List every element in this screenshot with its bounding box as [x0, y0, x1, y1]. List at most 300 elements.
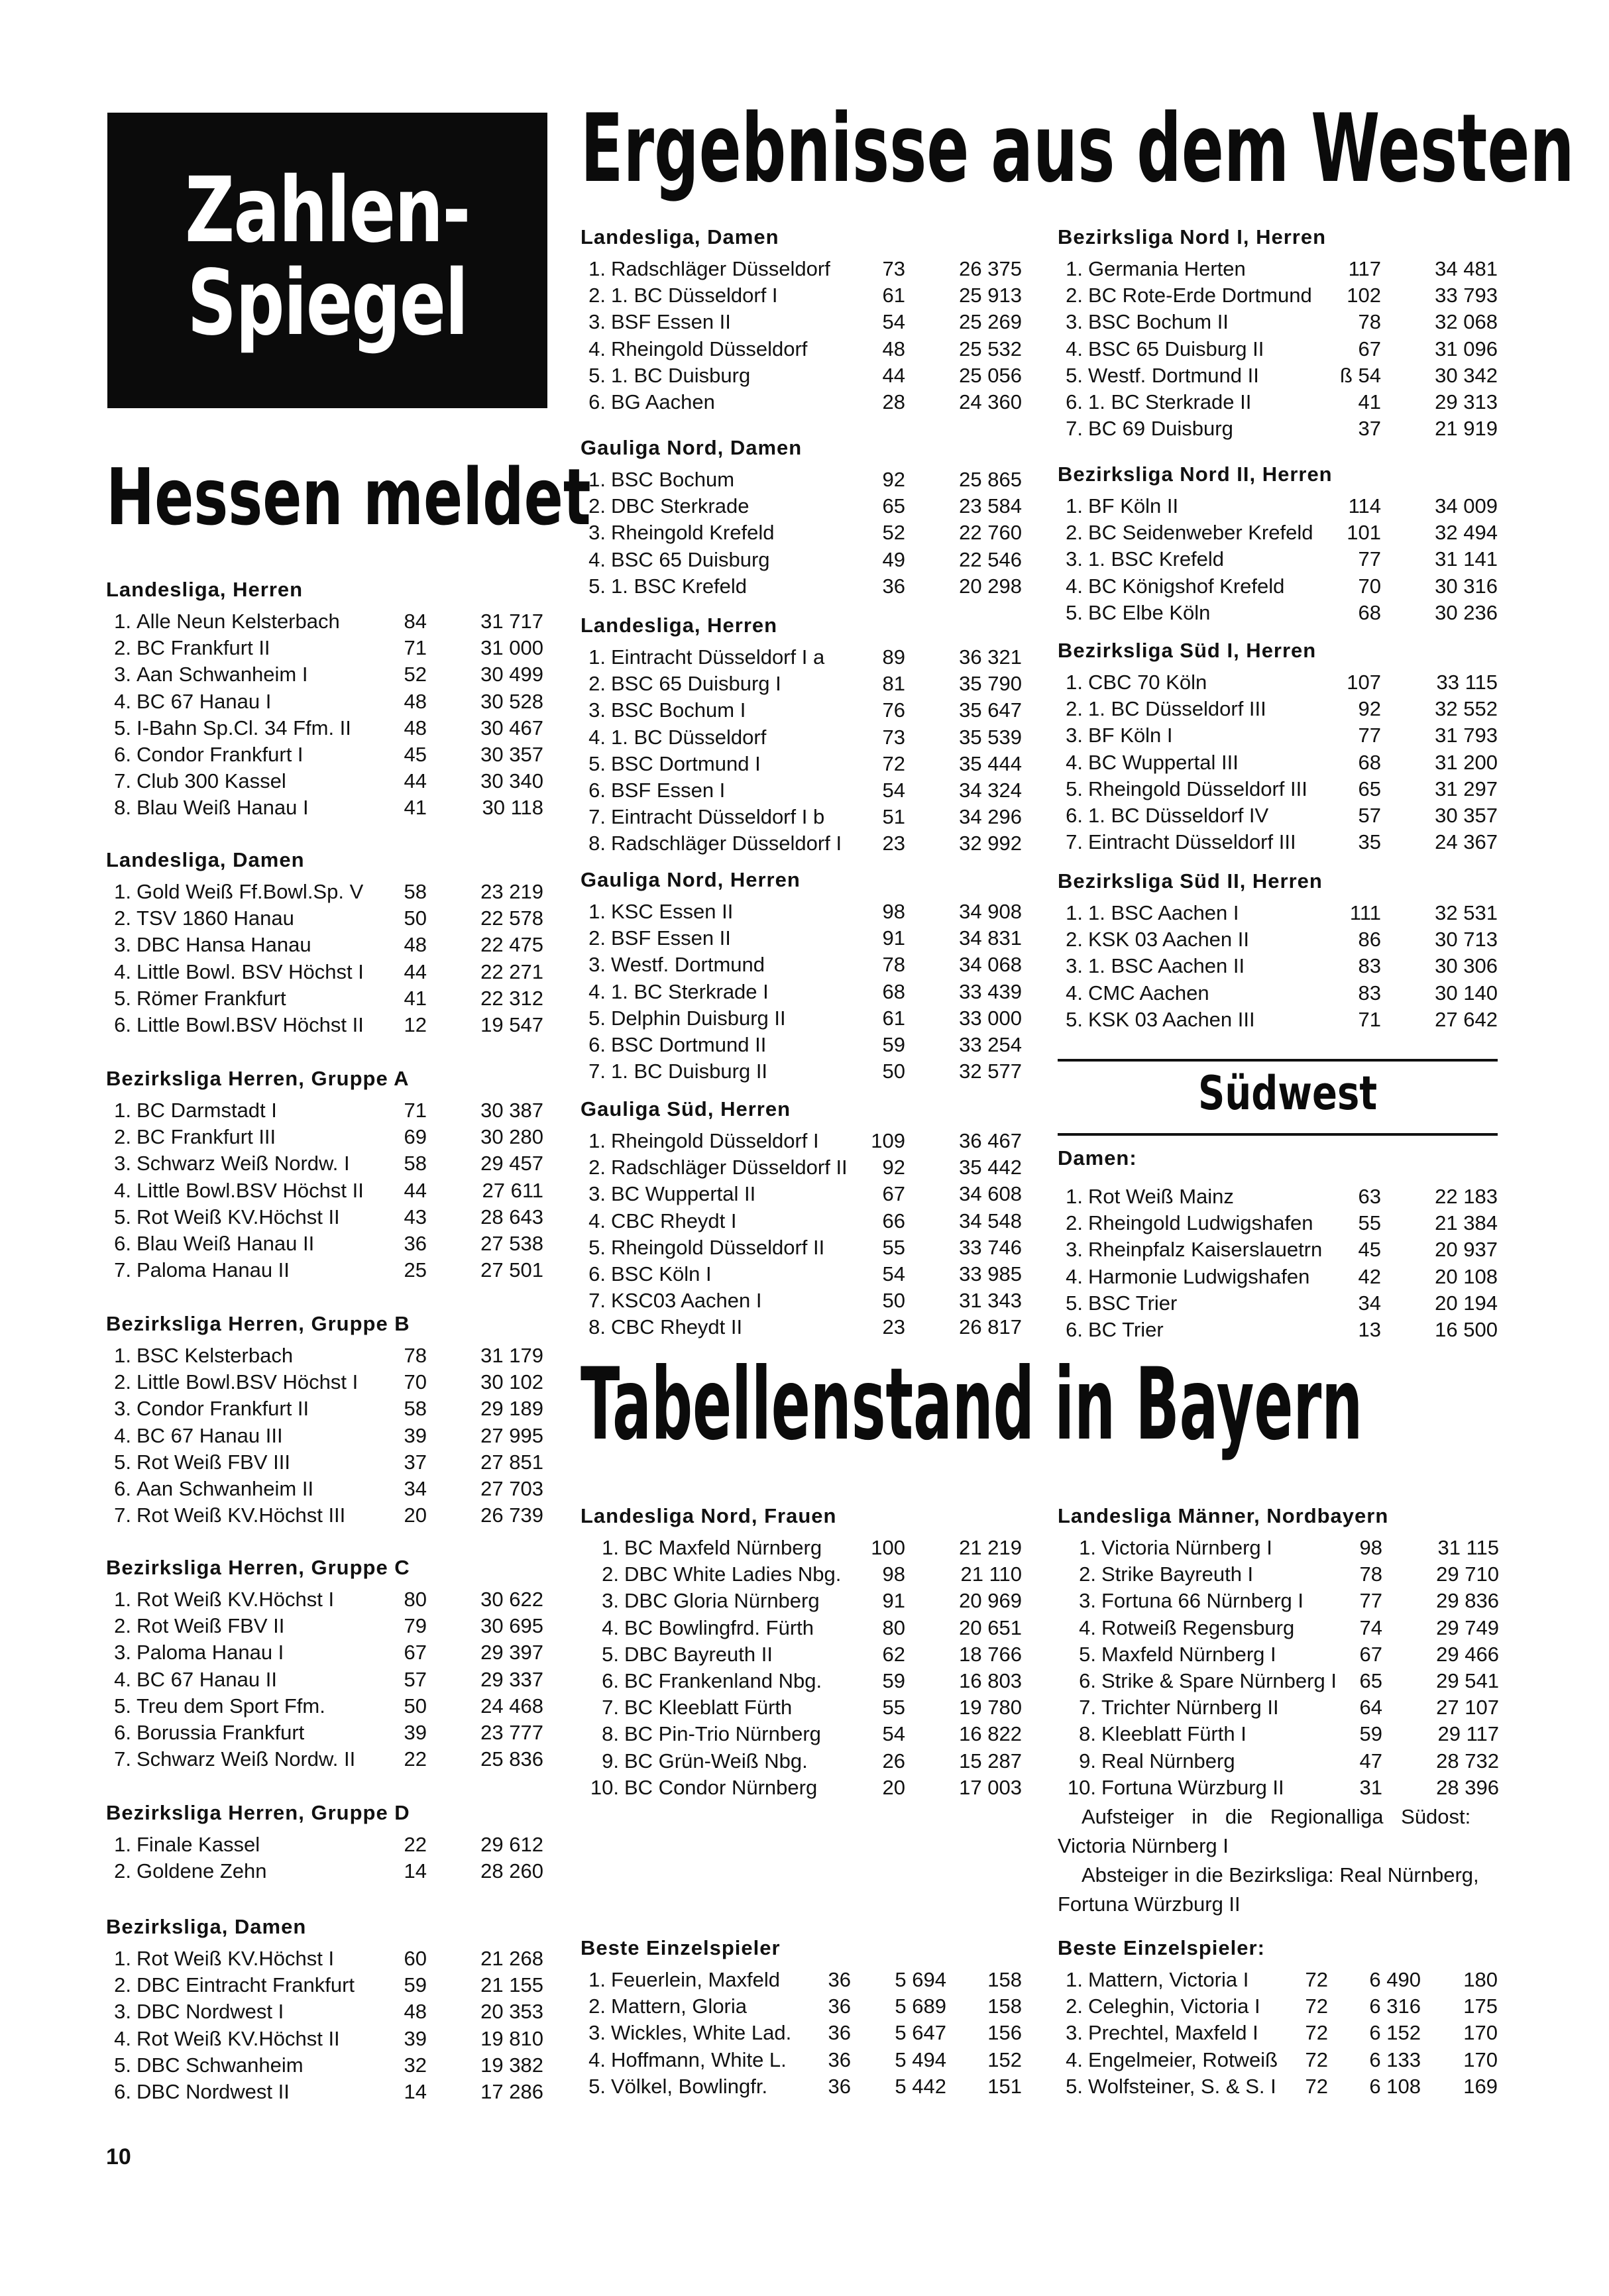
cell-points: 77 [1358, 724, 1381, 747]
cell-rank: 1. [588, 900, 606, 923]
table-row [1058, 336, 1500, 362]
cell-rank: 1. [114, 610, 131, 633]
table-rows [581, 644, 1031, 857]
table-row [106, 1257, 551, 1284]
cell-rank: 2. [114, 636, 131, 660]
cell-team: 1. BC Düsseldorf I [611, 284, 778, 307]
cell-team: Blau Weiß Hanau II [137, 1231, 315, 1255]
cell-team: KSK 03 Aachen III [1088, 1007, 1255, 1031]
cell-rank: 4. [1066, 981, 1083, 1005]
cell-pins: 20 298 [959, 574, 1022, 598]
cell-team: BSC Bochum II [1088, 310, 1229, 334]
cell-points: 54 [882, 778, 905, 802]
table-row [106, 1395, 551, 1422]
cell-points: 51 [882, 805, 905, 829]
cell-points: 72 [1305, 2074, 1328, 2098]
cell-pins: 30 306 [1435, 954, 1498, 978]
cell-rank: 6. [602, 1668, 619, 1692]
cell-team: DBC Schwanheim [137, 2053, 304, 2077]
cell-team: BC Pin-Trio Nürnberg [624, 1722, 821, 1746]
cell-points: 54 [882, 1722, 905, 1746]
cell-rank: 2. [114, 1859, 131, 1883]
table-row [1058, 980, 1500, 1007]
cell-team: Strike & Spare Nürnberg I [1101, 1668, 1337, 1692]
table-row [106, 1693, 551, 1720]
cell-rank: 6. [114, 1012, 131, 1036]
table-row [1058, 696, 1500, 722]
cell-pins: 31 793 [1435, 724, 1498, 747]
cell-points: 59 [1359, 1722, 1382, 1746]
table-row [1058, 829, 1500, 855]
table-row [581, 282, 1031, 309]
cell-team: KSC03 Aachen I [611, 1289, 762, 1313]
cell-team: Eintracht Düsseldorf I a [611, 645, 825, 669]
cell-rank: 1. [602, 1536, 619, 1559]
cell-pins: 31 343 [959, 1289, 1022, 1313]
cell-rank: 4. [1066, 337, 1083, 360]
cell-team: Delphin Duisburg II [611, 1006, 786, 1030]
cell-team: BC 67 Hanau II [137, 1667, 277, 1691]
cell-points: 80 [882, 1615, 905, 1639]
cell-pins: 20 194 [1435, 1291, 1498, 1315]
cell-team: Fortuna 66 Nürnberg I [1101, 1589, 1304, 1613]
cell-pins: 16 822 [959, 1722, 1022, 1746]
cell-rank: 3. [588, 953, 606, 977]
cell-rank: 2. [114, 1973, 131, 1997]
table-title: Gauliga Nord, Damen [581, 436, 803, 459]
cell-pins: 19 382 [480, 2053, 543, 2077]
cell-points: 48 [404, 933, 427, 957]
table-title: Bezirksliga Nord I, Herren [1058, 225, 1327, 248]
table-row [581, 1694, 1031, 1721]
table-row [581, 1128, 1031, 1154]
cell-points: 69 [404, 1125, 427, 1149]
cell-team: Rotweiß Regensburg [1101, 1615, 1295, 1639]
cell-team: BSF Essen II [611, 926, 731, 950]
cell-team: Aan Schwanheim I [137, 663, 308, 686]
cell-points: 47 [1359, 1749, 1382, 1773]
cell-rank: 1. [588, 645, 606, 669]
cell-team: Celeghin, Victoria I [1088, 1995, 1260, 2018]
table-row [581, 804, 1031, 830]
cell-rank: 2. [588, 1156, 606, 1179]
cell-team: DBC Nordwest I [137, 2000, 284, 2024]
table-row [1058, 776, 1500, 802]
cell-points: 44 [882, 363, 905, 387]
table-row [1058, 546, 1500, 573]
table-rows [581, 1967, 1031, 2100]
cell-team: Victoria Nürnberg I [1101, 1536, 1272, 1559]
cell-pins: 30 713 [1435, 928, 1498, 952]
cell-team: Goldene Zehn [137, 1859, 267, 1883]
cell-rank: 1. [1079, 1536, 1096, 1559]
cell-pins: 21 110 [960, 1562, 1022, 1586]
cell-points: 57 [1358, 803, 1381, 827]
cell-points: 44 [404, 1178, 427, 1202]
cell-points: 62 [882, 1642, 905, 1666]
cell-pins: 21 219 [959, 1536, 1022, 1559]
table-row [1058, 953, 1500, 979]
cell-team: BC Frankfurt II [137, 636, 270, 660]
cell-average: 180 [1463, 1968, 1498, 1991]
table-row [581, 1234, 1031, 1261]
cell-pins: 19 810 [480, 2026, 543, 2050]
table-row [106, 1423, 551, 1449]
table-title: Beste Einzelspieler [581, 1936, 781, 1959]
cell-pins: 15 287 [959, 1749, 1022, 1773]
cell-rank: 5. [114, 1205, 131, 1229]
table-row [581, 1314, 1031, 1340]
cell-points: ß 54 [1339, 363, 1381, 387]
cell-pins: 33 985 [959, 1262, 1022, 1285]
cell-points: 65 [882, 494, 905, 518]
cell-team: Blau Weiß Hanau I [137, 796, 309, 820]
table-row [1058, 493, 1500, 519]
cell-pins: 20 651 [959, 1615, 1022, 1639]
cell-points: 61 [882, 1006, 905, 1030]
cell-pins: 24 360 [959, 390, 1022, 413]
table-row [581, 1993, 1031, 2020]
cell-rank: 3. [1066, 547, 1083, 571]
cell-points: 54 [882, 1262, 905, 1285]
cell-rank: 5. [588, 574, 606, 598]
table-row [581, 1287, 1031, 1314]
cell-pins: 34 608 [959, 1182, 1022, 1206]
table-row [1058, 669, 1500, 696]
cell-team: CMC Aachen [1088, 981, 1209, 1005]
table-row [106, 959, 551, 985]
cell-team: Engelmeier, Rotweiß [1088, 2048, 1278, 2071]
table-row [581, 979, 1031, 1005]
cell-team: Radschläger Düsseldorf [611, 257, 830, 280]
cell-team: CBC 70 Köln [1088, 671, 1207, 694]
table-row [106, 715, 551, 741]
cell-team: DBC Sterkrade [611, 494, 749, 518]
cell-pins: 27 995 [480, 1423, 543, 1447]
cell-pins: 29 117 [1437, 1722, 1499, 1746]
cell-pins: 29 466 [1436, 1642, 1499, 1666]
cell-rank: 5. [588, 1235, 606, 1259]
cell-rank: 4. [114, 959, 131, 983]
cell-pins: 31 717 [480, 610, 543, 633]
cell-team: BSC Kelsterbach [137, 1344, 294, 1367]
table-row [106, 1177, 551, 1204]
cell-points: 41 [404, 986, 427, 1010]
cell-rank: 1. [588, 468, 606, 491]
cell-team: BSC 65 Duisburg [611, 547, 770, 571]
cell-pins: 31 096 [1435, 337, 1498, 360]
cell-points: 50 [404, 906, 427, 930]
cell-points: 101 [1347, 521, 1381, 545]
cell-rank: 5. [114, 986, 131, 1010]
cell-pins: 29 189 [480, 1397, 543, 1421]
cell-points: 54 [882, 310, 905, 334]
cell-points: 50 [404, 1694, 427, 1718]
cell-pins: 33 793 [1435, 284, 1498, 307]
cell-points: 117 [1348, 257, 1381, 280]
cell-points: 98 [1359, 1536, 1382, 1559]
table-row [581, 336, 1031, 362]
cell-pins: 30 140 [1435, 981, 1498, 1005]
cell-rank: 2. [114, 1614, 131, 1638]
cell-rank: 2. [1079, 1562, 1096, 1586]
table-row [106, 1998, 551, 2025]
table-row [581, 751, 1031, 777]
table-row [1058, 389, 1500, 415]
cell-team: BF Köln I [1088, 724, 1173, 747]
cell-rank: 4. [1066, 750, 1083, 774]
cell-pins: 32 552 [1435, 697, 1498, 721]
cell-team: Treu dem Sport Ffm. [137, 1694, 325, 1718]
table-title: Landesliga, Herren [106, 578, 304, 601]
cell-average: 170 [1463, 2048, 1498, 2071]
cell-rank: 5. [114, 2053, 131, 2077]
cell-rank: 6. [588, 778, 606, 802]
table-row [581, 1535, 1031, 1561]
cell-pins: 25 269 [959, 310, 1022, 334]
cell-points: 57 [404, 1667, 427, 1691]
table-rows [1058, 669, 1500, 855]
cell-points: 36 [882, 574, 905, 598]
cell-points: 91 [882, 926, 905, 950]
table-row [1058, 1317, 1500, 1343]
cell-rank: 2. [1066, 284, 1083, 307]
cell-rank: 1. [588, 1129, 606, 1152]
cell-rank: 6. [114, 1720, 131, 1744]
cell-rank: 4. [588, 547, 606, 571]
cell-points: 34 [1358, 1291, 1381, 1315]
table-row [106, 1342, 551, 1369]
cell-pins: 23 219 [480, 880, 543, 903]
cell-rank: 4. [602, 1615, 619, 1639]
cell-team: Mattern, Gloria [611, 1995, 748, 2018]
table-row [106, 1476, 551, 1502]
cell-points: 67 [1359, 1642, 1382, 1666]
cell-pins: 30 528 [480, 689, 543, 713]
table-rows [1058, 900, 1500, 1033]
cell-rank: 4. [588, 1209, 606, 1232]
table-row [106, 1097, 551, 1124]
table-row [106, 1586, 551, 1613]
cell-points: 45 [404, 742, 427, 766]
cell-pins: 29 710 [1436, 1562, 1499, 1586]
table-row [106, 1230, 551, 1257]
cell-points: 68 [1358, 600, 1381, 624]
table-row [106, 688, 551, 715]
table-row [1058, 309, 1500, 335]
cell-team: Feuerlein, Maxfeld [611, 1968, 781, 1991]
table-row [106, 794, 551, 821]
cell-team: Kleeblatt Fürth I [1101, 1722, 1247, 1746]
cell-pins: 34 296 [959, 805, 1022, 829]
cell-team: Radschläger Düsseldorf II [611, 1156, 848, 1179]
cell-rank: 3. [1079, 1589, 1096, 1613]
cell-team: BSC 65 Duisburg II [1088, 337, 1264, 360]
hessen-headline: Hessen meldet [106, 451, 591, 543]
cell-points: 68 [882, 979, 905, 1003]
table-row [1058, 802, 1500, 829]
cell-rank: 2. [588, 926, 606, 950]
cell-pins: 30 102 [480, 1370, 543, 1394]
table-row [1058, 1290, 1500, 1317]
table-row [1058, 1967, 1500, 1993]
cell-pins: 30 387 [480, 1099, 543, 1122]
cell-points: 22 [404, 1833, 427, 1856]
table-row [1058, 1615, 1500, 1641]
cell-team: BSF Essen I [611, 778, 726, 802]
cell-rank: 2. [1066, 1995, 1083, 2018]
table-row [1058, 1775, 1500, 1801]
cell-team: Little Bowl.BSV Höchst II [137, 1178, 364, 1202]
table-row [106, 932, 551, 958]
cell-team: KSK 03 Aachen II [1088, 928, 1250, 952]
table-row [581, 309, 1031, 335]
cell-points: 102 [1347, 284, 1381, 307]
cell-pins: 27 501 [480, 1258, 543, 1282]
table-row [581, 1154, 1031, 1181]
table-rows [106, 1831, 551, 1885]
cell-team: 1. BSC Aachen I [1088, 901, 1239, 924]
cell-pins: 17 003 [959, 1775, 1022, 1799]
cell-points: 84 [404, 610, 427, 633]
cell-points: 92 [882, 1156, 905, 1179]
cell-points: 77 [1358, 547, 1381, 571]
cell-rank: 4. [1066, 2048, 1083, 2071]
cell-team: BSC Köln I [611, 1262, 712, 1285]
cell-pins: 18 766 [959, 1642, 1022, 1666]
cell-rank: 6. [588, 1032, 606, 1056]
cell-points: 100 [871, 1536, 905, 1559]
table-title: Gauliga Nord, Herren [581, 868, 801, 891]
table-rows [106, 1586, 551, 1773]
table-row [106, 1720, 551, 1746]
cell-pins: 19 780 [959, 1696, 1022, 1720]
cell-points: 48 [404, 689, 427, 713]
table-row [106, 635, 551, 661]
table-row [1058, 1535, 1500, 1561]
cell-points: 43 [404, 1205, 427, 1229]
cell-points: 91 [882, 1589, 905, 1613]
cell-pins: 28 396 [1436, 1775, 1499, 1799]
cell-points: 114 [1348, 494, 1381, 518]
cell-pins: 31 297 [1435, 777, 1498, 800]
table-row [581, 2047, 1031, 2073]
cell-team: Trichter Nürnberg II [1101, 1696, 1279, 1720]
cell-points: 71 [404, 636, 427, 660]
cell-rank: 2. [1066, 521, 1083, 545]
cell-pins: 36 467 [959, 1129, 1022, 1152]
cell-team: Finale Kassel [137, 1833, 260, 1856]
cell-pins: 30 118 [482, 796, 543, 820]
cell-team: BSC Trier [1088, 1291, 1178, 1315]
cell-team: BSC Bochum I [611, 698, 746, 722]
table-row [581, 2020, 1031, 2046]
cell-pins: 29 749 [1436, 1615, 1499, 1639]
cell-rank: 5. [114, 716, 131, 739]
cell-rank: 6. [1066, 1317, 1083, 1341]
cell-rank: 4. [114, 1667, 131, 1691]
cell-rank: 5. [1079, 1642, 1096, 1666]
cell-rank: 7. [1079, 1696, 1096, 1720]
cell-average: 156 [987, 2021, 1022, 2045]
cell-rank: 4. [1066, 574, 1083, 598]
cell-points: 81 [882, 672, 905, 696]
suedwest-headline: Südwest [1198, 1066, 1378, 1121]
table-row [581, 1005, 1031, 1032]
table-row [1058, 362, 1500, 389]
cell-points: 58 [404, 880, 427, 903]
cell-points: 48 [882, 337, 905, 360]
table-title: Landesliga, Damen [106, 848, 305, 871]
cell-points: 60 [404, 1947, 427, 1970]
cell-rank: 8. [588, 832, 606, 855]
cell-team: BSF Essen II [611, 310, 731, 334]
table-row [581, 671, 1031, 697]
cell-points: 98 [882, 1562, 905, 1586]
table-title: Bezirksliga Süd II, Herren [1058, 869, 1323, 893]
table-row [106, 1449, 551, 1476]
table-row [1058, 1993, 1500, 2020]
cell-points: 36 [828, 2048, 851, 2071]
table-row [581, 925, 1031, 952]
cell-points: 71 [1358, 1007, 1381, 1031]
table-rows [1058, 1535, 1500, 1801]
table-row [106, 608, 551, 635]
aufsteiger-line2: Victoria Nürnberg I [1058, 1834, 1229, 1857]
cell-points: 48 [404, 2000, 427, 2024]
cell-rank: 3. [114, 1397, 131, 1421]
zahlen-spiegel-box [107, 113, 547, 408]
cell-pins: 32 531 [1435, 901, 1498, 924]
cell-rank: 3. [1066, 2021, 1083, 2045]
cell-pins: 22 271 [480, 959, 543, 983]
cell-points: 36 [828, 2074, 851, 2098]
cell-pins: 28 643 [480, 1205, 543, 1229]
cell-team: Rheingold Ludwigshafen [1088, 1211, 1313, 1235]
cell-points: 77 [1359, 1589, 1382, 1613]
cell-team: BC Bowlingfrd. Fürth [624, 1615, 814, 1639]
cell-points: 25 [404, 1258, 427, 1282]
cell-pins: 25 865 [959, 468, 1022, 491]
cell-team: BC Grün-Weiß Nbg. [624, 1749, 808, 1773]
cell-team: Borussia Frankfurt [137, 1720, 305, 1744]
cell-points: 98 [882, 900, 905, 923]
cell-points: 23 [882, 1315, 905, 1339]
table-row [1058, 1721, 1500, 1747]
cell-team: Gold Weiß Ff.Bowl.Sp. V [137, 880, 364, 903]
cell-pins: 25 056 [959, 363, 1022, 387]
cell-pins: 27 611 [482, 1178, 543, 1202]
cell-pins: 30 622 [480, 1588, 543, 1611]
table-row [106, 1945, 551, 1972]
table-row [106, 1369, 551, 1395]
table-title: Gauliga Süd, Herren [581, 1097, 791, 1121]
absteiger-line2: Fortuna Würzburg II [1058, 1892, 1241, 1916]
cell-team: BC Trier [1088, 1317, 1164, 1341]
cell-pins: 32 494 [1435, 521, 1498, 545]
cell-team: Wickles, White Lad. [611, 2021, 792, 2045]
cell-rank: 2. [114, 1370, 131, 1394]
cell-points: 68 [1358, 750, 1381, 774]
table-row [106, 661, 551, 688]
cell-points: 59 [404, 1973, 427, 1997]
cell-rank: 5. [1066, 363, 1083, 387]
cell-pins: 6 490 [1369, 1968, 1421, 1991]
table-row [581, 724, 1031, 751]
cell-points: 22 [404, 1747, 427, 1771]
cell-rank: 1. [114, 1344, 131, 1367]
cell-team: DBC Bayreuth II [624, 1642, 773, 1666]
